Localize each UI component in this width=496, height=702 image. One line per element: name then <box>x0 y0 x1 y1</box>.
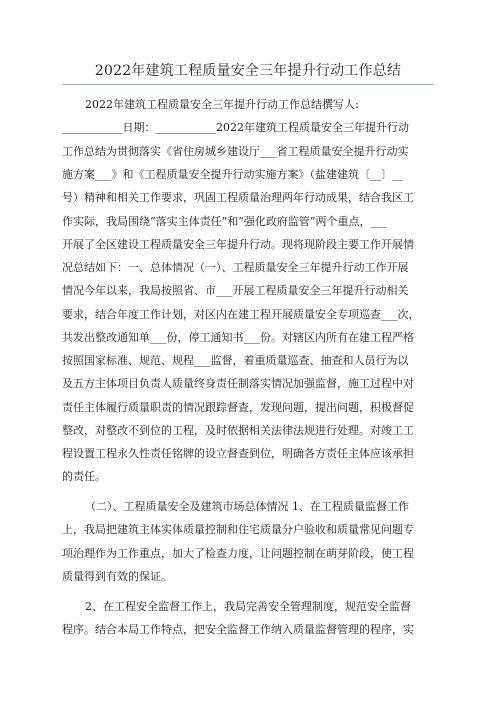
body-line: 情况今年以来，我局按照省、市___开展工程质量安全三年提升行动相关 <box>62 284 409 297</box>
body-line: 共发出整改通知单___份，停工通知书___份。对辖区内所有在建工程严格 <box>62 331 414 344</box>
document-title: 2022年建筑工程质量安全三年提升行动工作总结 <box>94 63 402 79</box>
body-line: 程设置工程永久性责任铭牌的设立督查到位，明确各方责任主体应该承担 <box>62 447 414 460</box>
body-line: 及五方主体项目负责人质量终身责任制落实情况加强监督，施工过程中对 <box>62 377 414 390</box>
body-line: 2、在工程安全监督工作上，我局完善安全管理制度，规范安全监督 <box>85 600 411 613</box>
body-line: 的责任。 <box>62 470 106 483</box>
title-divider <box>62 84 434 85</box>
body-line: 质量得到有效的保证。 <box>62 570 172 583</box>
body-line: （二）、工程质量安全及建筑市场总体情况 1、在工程质量监督工作 <box>85 500 409 513</box>
body-line: 号）精神和相关工作要求，巩固工程质量治理两年行动成果，结合我区工 <box>62 191 414 204</box>
body-line: 要求，结合年度工作计划，对区内在建工程开展质量安全专项巡查___次， <box>62 308 420 321</box>
body-line: 按照国家标准、规范、规程___监督，着重质量巡查、抽查和人员行为以 <box>62 354 409 367</box>
body-line: ___________日期：___________2022年建筑工程质量安全三年提升行动 <box>62 121 409 134</box>
body-line: 责任主体履行质量职责的情况跟踪督查，发现问题，提出问题，积极督促 <box>62 401 414 414</box>
body-line: 整改，对整改不到位的工程，及时依据相关法律法规进行处理。对竣工工 <box>62 424 414 437</box>
body-line: 况总结如下：一、总体情况（一）、工程质量安全三年提升行动工作开展 <box>62 261 409 274</box>
body-line: 上，我局把建筑主体实体质量控制和住宅质量分户验收和质量常见问题专 <box>62 523 414 536</box>
body-line: 2022年建筑工程质量安全三年提升行动工作总结撰写人: <box>85 98 359 111</box>
body-line: 程序。结合本局工作特点，把安全监督工作纳入质量监督管理的程序，实 <box>62 623 414 636</box>
body-line: 工作总结为贯彻落实《省住房城乡建设厅___省工程质量安全提升行动实 <box>62 145 409 158</box>
body-line: 开展了全区建设工程质量安全三年提升行动。现将现阶段主要工作开展情 <box>62 238 414 251</box>
body-line: 施方案___》和《工程质量安全提升行动实施方案》（盐建建筑〔__〕__ <box>62 168 403 181</box>
body-line: 作实际，我局围绕“落实主体责任”和“强化政府监管”两个重点，___ <box>62 215 387 228</box>
body-line: 项治理作为工作重点，加大了检查力度，让问题控制在萌芽阶段，使工程 <box>62 547 414 560</box>
